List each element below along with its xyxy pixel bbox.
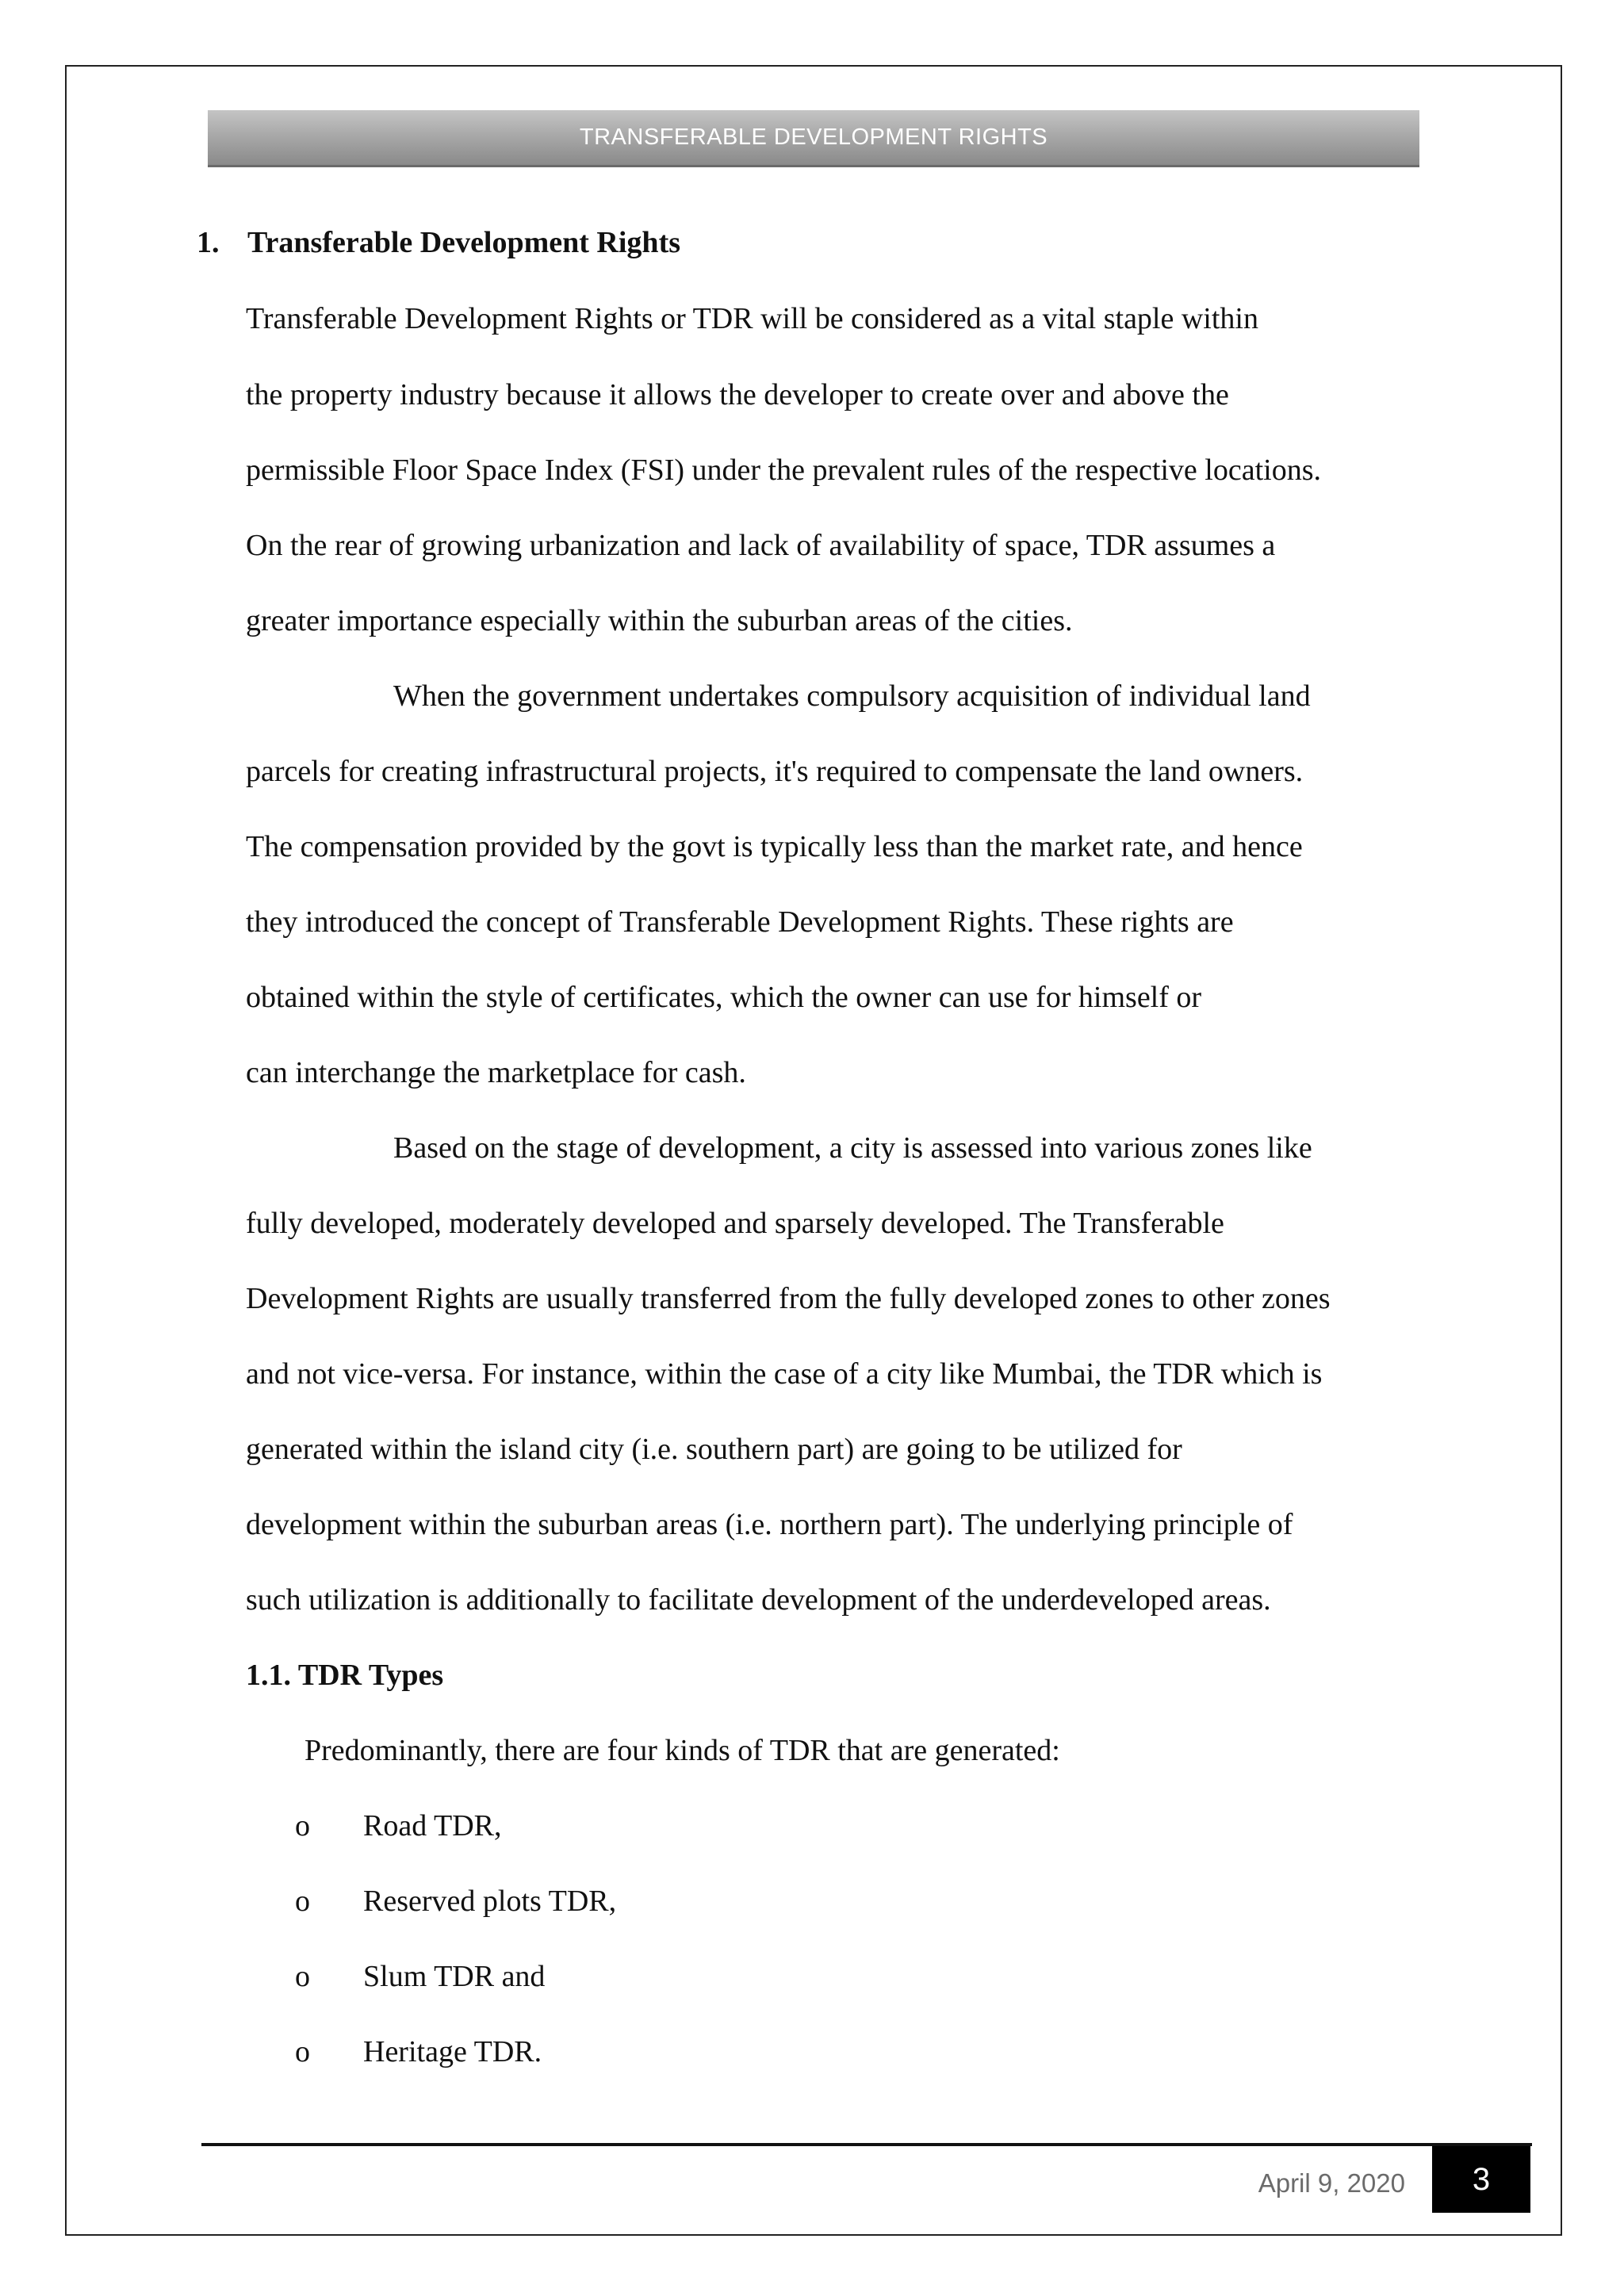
paragraph-line: can interchange the marketplace for cash. [246,1056,746,1089]
paragraph-line: Transferable Development Rights or TDR will be considered as a vital staple within [246,302,1258,335]
running-header-title: TRANSFERABLE DEVELOPMENT RIGHTS [579,124,1048,150]
list-item-text: Heritage TDR. [363,2035,542,2068]
paragraph-line: greater importance especially within the suburban areas of the cities. [246,604,1073,637]
section-heading [197,220,680,265]
bullet-marker: o [295,1960,310,1993]
paragraph-line: Based on the stage of development, a city is assessed into various zones like [393,1131,1312,1165]
page-number-text: 3 [1472,2161,1491,2197]
list-item-text: Slum TDR and [363,1960,546,1993]
footer-date: April 9, 2020 [1258,2168,1405,2198]
paragraph-line: fully developed, moderately developed and sparsely developed. The Transferable [246,1207,1224,1240]
paragraph-line: permissible Floor Space Index (FSI) under the prevalent rules of the respective locations. [246,453,1321,487]
page-number [1432,2146,1530,2213]
paragraph-line: the property industry because it allows the developer to create over and above the [246,378,1229,411]
list-item [295,1804,502,1848]
section-title: Transferable Development Rights [247,226,681,259]
paragraph-line: generated within the island city (i.e. southern part) are going to be utilized for [246,1433,1182,1466]
bullet-marker: o [295,2035,310,2068]
list-item-text: Road TDR, [363,1809,502,1843]
running-header [208,110,1419,167]
paragraph-line: they introduced the concept of Transferable Development Rights. These rights are [246,905,1234,939]
list-item-text: Reserved plots TDR, [363,1885,617,1918]
paragraph-line: obtained within the style of certificates, which the owner can use for himself or [246,981,1202,1014]
bullet-marker: o [295,1809,310,1843]
subsection-intro: Predominantly, there are four kinds of TDR that are generated: [304,1734,1060,1767]
subsection-heading: 1.1. TDR Types [246,1659,444,1692]
footer-rule [201,2143,1532,2146]
paragraph-line: such utilization is additionally to facilitate development of the underdeveloped areas. [246,1583,1271,1617]
bullet-marker: o [295,1885,310,1918]
paragraph-line: When the government undertakes compulsory acquisition of individual land [393,679,1311,713]
paragraph-line: Development Rights are usually transferred from the fully developed zones to other zones [246,1282,1331,1315]
paragraph-line: The compensation provided by the govt is typically less than the market rate, and hence [246,830,1303,863]
list-item [295,1954,545,1999]
section-number: 1. [197,226,220,259]
paragraph-line: and not vice-versa. For instance, within the case of a city like Mumbai, the TDR which is [246,1357,1323,1391]
paragraph-line: parcels for creating infrastructural projects, it's required to compensate the land owners. [246,755,1304,788]
paragraph-line: On the rear of growing urbanization and lack of availability of space, TDR assumes a [246,529,1276,562]
list-item [295,1879,616,1923]
list-item [295,2030,542,2074]
paragraph-line: development within the suburban areas (i.e. northern part). The underlying principle of [246,1508,1293,1541]
